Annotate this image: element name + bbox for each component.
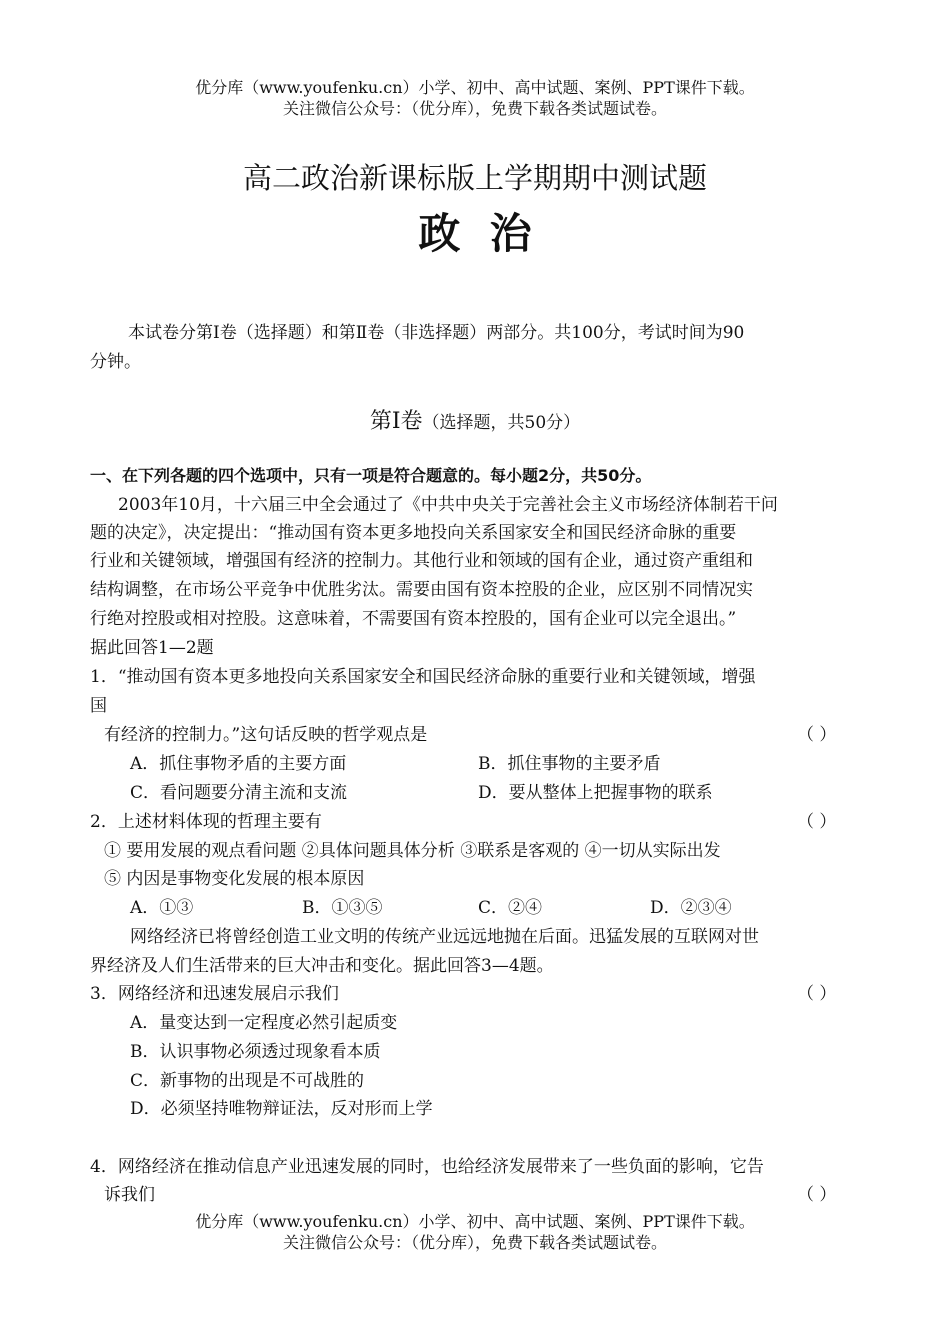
q2-option-a: A．①③ bbox=[130, 898, 194, 918]
q3-stem: 3．网络经济和迅速发展启示我们 bbox=[90, 984, 339, 1004]
material2-line: 界经济及人们生活带来的巨大冲击和变化。据此回答3—4题。 bbox=[90, 956, 554, 976]
material2-line: 网络经济已将曾经创造工业文明的传统产业远远地抛在后面。迅猛发展的互联网对世 bbox=[130, 927, 759, 947]
q1-option-c: C．看问题要分清主流和支流 bbox=[130, 783, 348, 803]
material1-line: 行业和关键领域，增强国有经济的控制力。其他行业和领域的国有企业，通过资产重组和 bbox=[90, 551, 753, 571]
subject-title: 政 治 bbox=[418, 209, 532, 258]
page-footer-line2: 关注微信公众号：（优分库），免费下载各类试题试卷。 bbox=[282, 1233, 667, 1252]
material1-line: 结构调整，在市场公平竞争中优胜劣汰。需要由国有资本控股的企业，应区别不同情况实 bbox=[90, 580, 753, 600]
q3-option-c: C．新事物的出现是不可战胜的 bbox=[130, 1071, 365, 1091]
page-footer-line1: 优分库（www.youfenku.cn）小学、初中、高中试题、案例、PPT课件下载。 bbox=[195, 1212, 755, 1231]
q1-answer-blank: （ ） bbox=[797, 725, 837, 745]
part1-heading bbox=[0, 408, 950, 437]
part1-sub: （选择题，共50分） bbox=[422, 413, 581, 433]
q3-answer-blank: （ ） bbox=[797, 984, 837, 1004]
intro-line2: 分钟。 bbox=[90, 352, 141, 372]
material1-line: 据此回答1—2题 bbox=[90, 638, 214, 658]
q1-stem-line2: 国 bbox=[90, 696, 107, 716]
q2-option-d: D．②③④ bbox=[650, 898, 732, 918]
section-instruction: 一、在下列各题的四个选项中，只有一项是符合题意的。每小题2分，共50分。 bbox=[90, 466, 652, 485]
q2-answer-blank: （ ） bbox=[797, 812, 837, 832]
material1-line: 2003年10月，十六届三中全会通过了《中共中央关于完善社会主义市场经济体制若干问 bbox=[118, 495, 778, 515]
page-header-line1: 优分库（www.youfenku.cn）小学、初中、高中试题、案例、PPT课件下载。 bbox=[195, 78, 755, 97]
q3-option-b: B．认识事物必须透过现象看本质 bbox=[130, 1042, 381, 1062]
q1-stem-line1: 1．“推动国有资本更多地投向关系国家安全和国民经济命脉的重要行业和关键领域，增强 bbox=[90, 667, 756, 687]
q1-option-d: D．要从整体上把握事物的联系 bbox=[478, 783, 713, 803]
q4-answer-blank: （ ） bbox=[797, 1185, 837, 1205]
q1-option-a: A．抓住事物矛盾的主要方面 bbox=[130, 754, 347, 774]
q1-option-b: B．抓住事物的主要矛盾 bbox=[478, 754, 661, 774]
q4-stem-line1: 4．网络经济在推动信息产业迅速发展的同时，也给经济发展带来了一些负面的影响，它告 bbox=[90, 1157, 764, 1177]
q2-option-c: C．②④ bbox=[478, 898, 543, 918]
intro-line1: 本试卷分第Ⅰ卷（选择题）和第Ⅱ卷（非选择题）两部分。共100分，考试时间为90 bbox=[128, 323, 745, 343]
q2-items-line1: ① 要用发展的观点看问题 ②具体问题具体分析 ③联系是客观的 ④一切从实际出发 bbox=[104, 841, 721, 861]
q4-stem-line2: 诉我们 bbox=[104, 1185, 155, 1205]
q2-items-line2: ⑤ 内因是事物变化发展的根本原因 bbox=[104, 869, 365, 889]
page-header-line2: 关注微信公众号：（优分库），免费下载各类试题试卷。 bbox=[282, 99, 667, 118]
q2-stem: 2．上述材料体现的哲理主要有 bbox=[90, 812, 322, 832]
material1-line: 题的决定》，决定提出：“推动国有资本更多地投向关系国家安全和国民经济命脉的重要 bbox=[90, 523, 737, 543]
exam-title: 高二政治新课标版上学期期中测试题 bbox=[242, 161, 707, 195]
material1-line: 行绝对控股或相对控股。这意味着，不需要国有资本控股的，国有企业可以完全退出。” bbox=[90, 609, 737, 629]
q1-stem-line3: 有经济的控制力。”这句话反映的哲学观点是 bbox=[104, 725, 428, 745]
q2-option-b: B．①③⑤ bbox=[302, 898, 383, 918]
q3-option-a: A．量变达到一定程度必然引起质变 bbox=[130, 1013, 398, 1033]
q3-option-d: D．必须坚持唯物辩证法，反对形而上学 bbox=[130, 1099, 433, 1119]
part1-main: 第Ⅰ卷 bbox=[369, 409, 423, 434]
